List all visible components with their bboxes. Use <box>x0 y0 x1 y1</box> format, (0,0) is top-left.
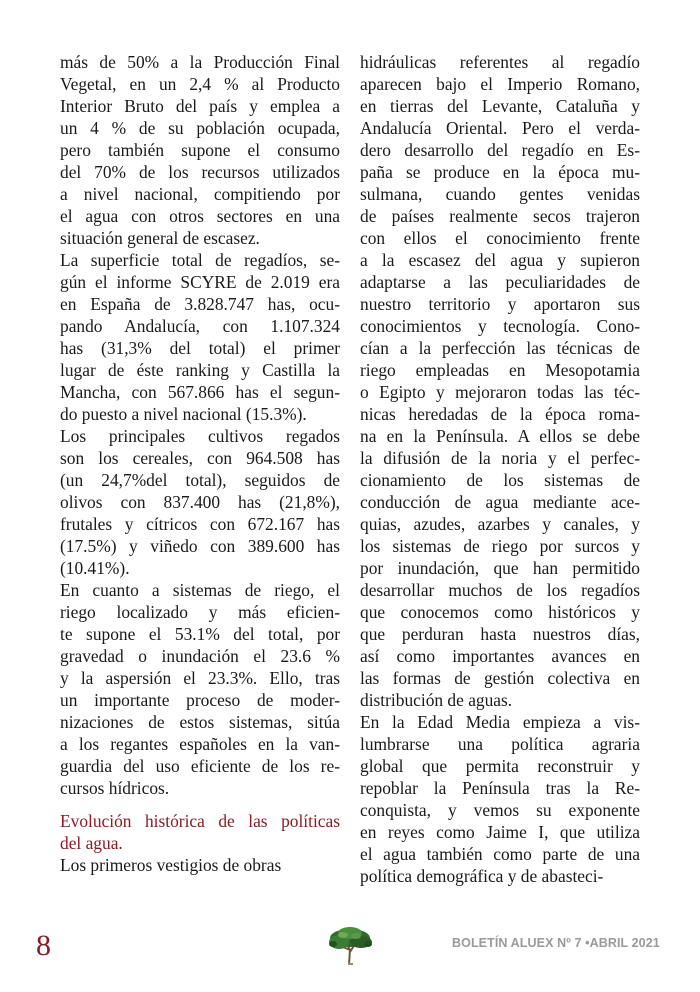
text-line: te supone el 53.1% del total, por <box>60 624 340 644</box>
text-line: repoblar la Península tras la Re- <box>360 778 640 798</box>
text-line: (10.41%). <box>60 558 130 578</box>
text-line: nuestro territorio y aportaron sus <box>360 294 640 314</box>
text-line: En cuanto a sistemas de riego, el <box>60 580 340 600</box>
text-line: y la aspersión el 23.3%. Ello, tras <box>60 668 340 688</box>
text-line: en España de 3.828.747 has, ocu- <box>60 294 340 314</box>
text-line: de países realmente secos trajeron <box>360 206 640 226</box>
page-number: 8 <box>36 929 51 962</box>
text-line: en tierras del Levante, Cataluña y <box>360 96 640 116</box>
paragraph <box>60 854 340 876</box>
text-line: olivos con 837.400 has (21,8%), <box>60 492 340 512</box>
text-line: do puesto a nivel nacional (15.3%). <box>60 404 307 424</box>
text-line: o Egipto y mejoraron todas las téc- <box>360 382 640 402</box>
paragraph <box>360 51 640 711</box>
left-column <box>60 51 340 876</box>
text-line: global que permita reconstruir y <box>360 756 640 776</box>
text-line: nicas heredadas de la época roma- <box>360 404 640 424</box>
journal-issue-label: BOLETÍN ALUEX Nº 7 •ABRIL 2021 <box>452 936 660 950</box>
text-line: hidráulicas referentes al regadío <box>360 52 640 72</box>
text-line: adaptarse a las peculiaridades de <box>360 272 640 292</box>
text-line: frutales y cítricos con 672.167 has <box>60 514 340 534</box>
text-line: Andalucía Oriental. Pero el verda- <box>360 118 640 138</box>
text-line: que conocemos como históricos y <box>360 602 640 622</box>
text-line: La superficie total de regadíos, se- <box>60 250 340 270</box>
tree-icon <box>323 922 377 966</box>
text-line: por inundación, que han permitido <box>360 558 640 578</box>
section-heading <box>60 810 340 854</box>
text-line: conducción de agua mediante ace- <box>360 492 640 512</box>
text-line: has (31,3% del total) el primer <box>60 338 340 358</box>
text-line: lumbrarse una política agraria <box>360 734 640 754</box>
right-column <box>360 51 640 887</box>
text-line: conquista, y vemos su exponente <box>360 800 640 820</box>
text-line: el agua también como parte de una <box>360 844 640 864</box>
text-line: Evolución histórica de las políticas <box>60 811 340 831</box>
text-line: a nivel nacional, compitiendo por <box>60 184 340 204</box>
text-line: quias, azudes, azarbes y canales, y <box>360 514 640 534</box>
text-line: el agua con otros sectores en una <box>60 206 340 226</box>
text-line: Los principales cultivos regados <box>60 426 340 446</box>
text-line: son los cereales, con 964.508 has <box>60 448 340 468</box>
text-line: sulmana, cuando gentes venidas <box>360 184 640 204</box>
text-line: conocimientos y tecnología. Cono- <box>360 316 640 336</box>
text-line: en reyes como Jaime I, que utiliza <box>360 822 640 842</box>
text-line: nizaciones de estos sistemas, sitúa <box>60 712 340 732</box>
text-line: del agua. <box>60 833 123 853</box>
text-line: a la escasez del agua y supieron <box>360 250 640 270</box>
text-line: cionamiento de los sistemas de <box>360 470 640 490</box>
text-line: gún el informe SCYRE de 2.019 era <box>60 272 340 292</box>
text-line: En la Edad Media empieza a vis- <box>360 712 640 732</box>
text-line: Interior Bruto del país y emplea a <box>60 96 340 116</box>
text-line: riego empleadas en Mesopotamia <box>360 360 640 380</box>
text-line: política demográfica y de abasteci- <box>360 866 604 886</box>
text-line: paña se produce en la época mu- <box>360 162 640 182</box>
text-line: Vegetal, en un 2,4 % al Producto <box>60 74 340 94</box>
text-line: a los regantes españoles en la van- <box>60 734 340 754</box>
text-line: situación general de escasez. <box>60 228 260 248</box>
paragraph <box>60 425 340 579</box>
text-line: gravedad o inundación el 23.6 % <box>60 646 340 666</box>
text-line: pando Andalucía, con 1.107.324 <box>60 316 340 336</box>
text-line: na en la Península. A ellos se debe <box>360 426 640 446</box>
text-line: del 70% de los recursos utilizados <box>60 162 340 182</box>
text-line: desarrollar muchos de los regadíos <box>360 580 640 600</box>
text-line: distribución de aguas. <box>360 690 513 710</box>
text-line: (un 24,7%del total), seguidos de <box>60 470 340 490</box>
paragraph <box>360 711 640 887</box>
text-line: dero desarrollo del regadío en Es- <box>360 140 640 160</box>
text-line: Los primeros vestigios de obras <box>60 855 282 875</box>
text-line: (17.5%) y viñedo con 389.600 has <box>60 536 340 556</box>
text-line: Mancha, con 567.866 has el segun- <box>60 382 340 402</box>
text-line: lugar de éste ranking y Castilla la <box>60 360 340 380</box>
text-line: con ellos el conocimiento frente <box>360 228 640 248</box>
text-line: cían a la perfección las técnicas de <box>360 338 640 358</box>
text-line: un importante proceso de moder- <box>60 690 340 710</box>
text-line: aparecen bajo el Imperio Romano, <box>360 74 640 94</box>
text-line: las formas de gestión colectiva en <box>360 668 640 688</box>
text-line: los sistemas de riego por surcos y <box>360 536 640 556</box>
text-line: cursos hídricos. <box>60 778 170 798</box>
text-line: un 4 % de su población ocupada, <box>60 118 340 138</box>
text-line: más de 50% a la Producción Final <box>60 52 340 72</box>
paragraph <box>60 579 340 799</box>
text-line: así como importantes avances en <box>360 646 640 666</box>
paragraph <box>60 249 340 425</box>
text-line: que perduran hasta nuestros días, <box>360 624 640 644</box>
text-line: pero también supone el consumo <box>60 140 340 160</box>
text-line: la difusión de la noria y el perfec- <box>360 448 640 468</box>
text-line: guardia del uso eficiente de los re- <box>60 756 340 776</box>
text-line: riego localizado y más eficien- <box>60 602 340 622</box>
paragraph <box>60 51 340 249</box>
